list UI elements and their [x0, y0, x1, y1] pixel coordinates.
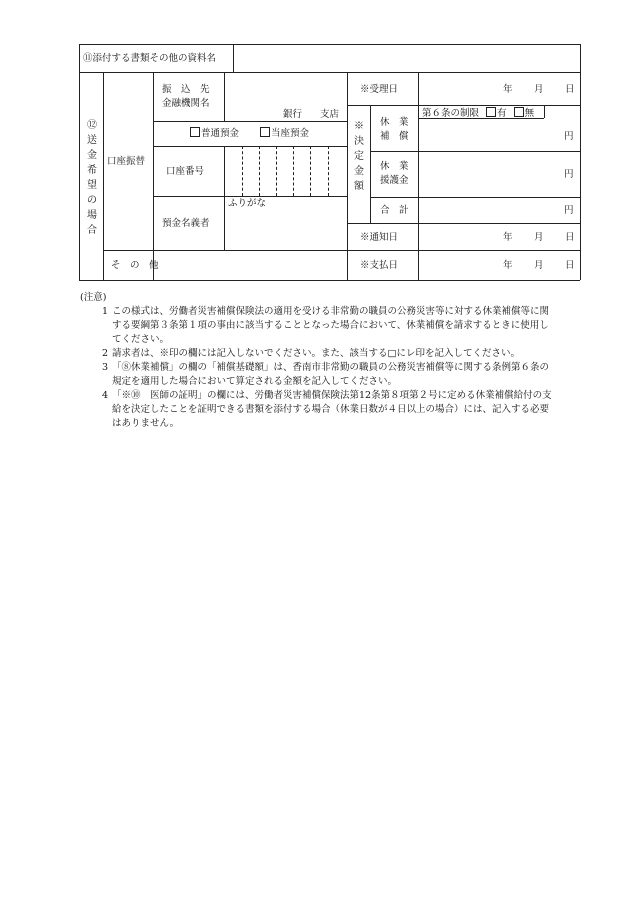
- note-number: 3: [102, 362, 109, 373]
- table-line: [544, 105, 545, 118]
- received-year: 年: [503, 84, 513, 95]
- current-deposit-text: 当座預金: [271, 128, 310, 139]
- received-date-label: ※受理日: [360, 84, 399, 95]
- compensation-yen: 円: [564, 131, 574, 142]
- table-line: [418, 72, 419, 280]
- account-transfer-label: 口座振替: [107, 156, 146, 167]
- restriction-yes-text: 有: [497, 108, 507, 119]
- ordinary-deposit-option[interactable]: [190, 127, 239, 140]
- leave-aid-label-1: 休 業: [380, 161, 409, 172]
- digit-divider: [293, 146, 294, 196]
- leave-compensation-label-2: 補 償: [380, 131, 409, 142]
- bank-suffix: 銀行: [283, 109, 303, 120]
- notice-year: 年: [503, 232, 513, 243]
- digit-divider: [310, 146, 311, 196]
- table-line: [224, 72, 225, 121]
- notes-list: [88, 305, 558, 431]
- note-number: 4: [102, 390, 109, 401]
- table-border-right: [580, 44, 581, 280]
- digit-divider: [276, 146, 277, 196]
- remittance-vertical-label: ⑫送金希望の場合: [87, 120, 97, 236]
- payment-month: 月: [534, 260, 544, 271]
- other-label: そ の 他: [111, 260, 159, 271]
- table-line: [153, 72, 154, 280]
- table-border-bottom: [79, 280, 580, 281]
- note-item: [88, 305, 558, 347]
- table-line: [347, 223, 580, 224]
- article6-restriction: [422, 107, 534, 120]
- received-day: 日: [565, 84, 575, 95]
- note-item: [88, 389, 558, 431]
- current-deposit-option[interactable]: [260, 127, 309, 140]
- notice-date-label: ※通知日: [360, 232, 399, 243]
- note-text: 「⑧休業補償」の欄の「補償基礎額」は、香南市非常勤の職員の公務災害補償等に関する条例第６条の規定を適用した場合において算定される金額を記入してください。: [112, 362, 550, 387]
- payment-day: 日: [565, 260, 575, 271]
- note-number: 2: [102, 348, 109, 359]
- current-deposit-checkbox[interactable]: [260, 127, 270, 137]
- table-line: [153, 121, 347, 122]
- payment-date-label: ※支払日: [360, 260, 399, 271]
- bank-name-label-2: 金融機関名: [162, 98, 210, 109]
- digit-divider: [328, 146, 329, 196]
- table-line: [153, 146, 347, 147]
- leave-aid-label-2: 援護金: [380, 175, 409, 186]
- table-line: [233, 44, 234, 72]
- table-line: [370, 105, 371, 223]
- table-line: [224, 146, 225, 250]
- restriction-yes-checkbox[interactable]: [486, 107, 496, 117]
- note-text: 「※⑩ 医師の証明」の欄には、労働者災害補償保険法第12条第８項第２号に定める休業補償給付の支給を決定したことを証明できる書類を添付する場合（休業日数が４日以上の場合）には、記入する必要はありません。: [112, 390, 552, 429]
- notice-month: 月: [534, 232, 544, 243]
- table-line: [103, 72, 104, 280]
- branch-suffix: 支店: [320, 109, 340, 120]
- note-item: [88, 361, 558, 389]
- leave-compensation-label-1: 休 業: [380, 117, 409, 128]
- note-number: 1: [102, 306, 109, 317]
- article6-label: 第６条の制限: [422, 108, 480, 119]
- ordinary-deposit-checkbox[interactable]: [190, 127, 200, 137]
- restriction-no-checkbox[interactable]: [514, 107, 524, 117]
- table-line: [370, 197, 580, 198]
- table-border-left: [79, 44, 80, 280]
- ordinary-deposit-text: 普通預金: [201, 128, 240, 139]
- account-number-label: 口座番号: [166, 166, 205, 177]
- table-line: [79, 72, 580, 73]
- table-line: [347, 72, 348, 280]
- furigana-label: ふりがな: [228, 198, 267, 209]
- note-text: この様式は、労働者災害補償保険法の適用を受ける非常勤の職員の公務災害等に対する休業補償等に関する要綱第３条第１項の事由に該当することとなった場合において、休業補償を請求するときに使用してください。: [112, 306, 550, 345]
- table-line: [103, 250, 580, 251]
- notice-day: 日: [565, 232, 575, 243]
- notes-header: (注意): [80, 292, 107, 303]
- total-yen: 円: [564, 205, 574, 216]
- received-month: 月: [534, 84, 544, 95]
- table-border-top: [79, 44, 580, 45]
- aid-yen: 円: [564, 169, 574, 180]
- table-line: [370, 151, 580, 152]
- restriction-no-text: 無: [524, 108, 535, 119]
- digit-divider: [259, 146, 260, 196]
- note-item: [88, 347, 558, 361]
- table-line: [347, 105, 580, 106]
- note-text: 請求者は、※印の欄には記入しないでください。また、該当する□にレ印を記入してください。: [112, 348, 520, 359]
- bank-name-label-1: 振 込 先: [162, 84, 210, 95]
- attachment-docs-label: ⑪添付する書類その他の資料名: [83, 53, 217, 64]
- total-label: 合 計: [380, 205, 409, 216]
- decided-amount-vertical-label: ※決定金額: [354, 121, 364, 192]
- digit-divider: [242, 146, 243, 196]
- account-holder-label: 預金名義者: [162, 218, 210, 229]
- payment-year: 年: [503, 260, 513, 271]
